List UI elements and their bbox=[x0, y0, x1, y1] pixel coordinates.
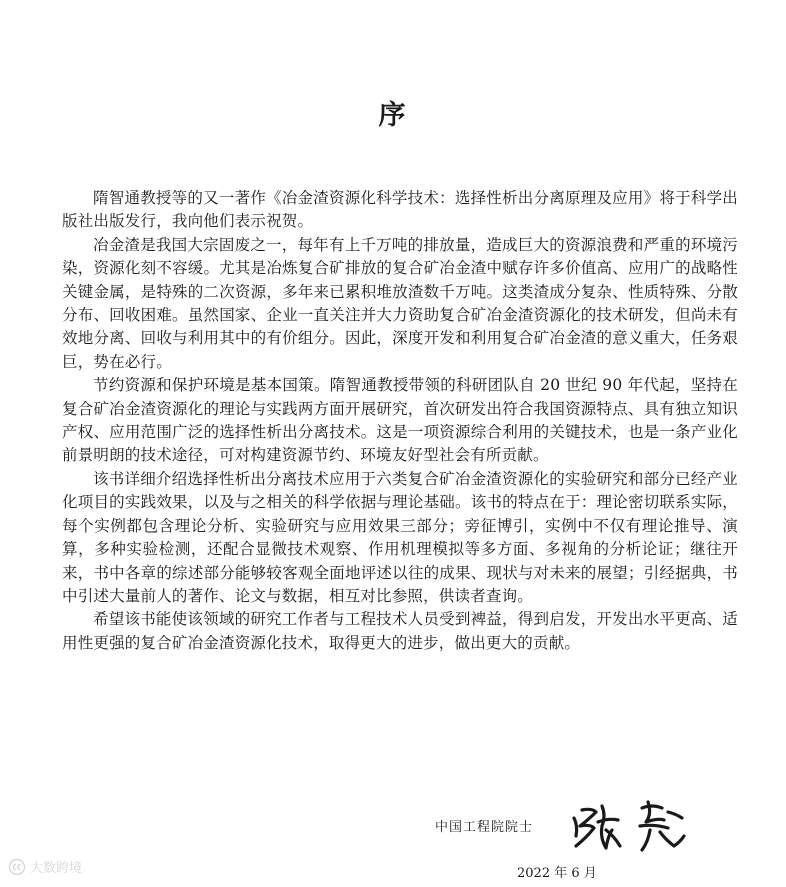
watermark-text: 大数跨境 bbox=[30, 861, 83, 876]
page-title: 序 bbox=[378, 100, 408, 131]
watermark bbox=[8, 857, 82, 876]
paragraph-4: 该书详细介绍选择性析出分离技术应用于六类复合矿冶金渣资源化的实验研究和部分已经产业化项目的实践效果，以及与之相关的科学依据与理论基础。该书的特点在于：理论密切联系实际，每个实例都包含理论分析、实验研究与应用效果三部分；旁征博引，实例中不仅有理论推导、演算，多种实验检测，还配合显微技术观察、作用机理模拟等多方面、多视角的分析论证；继往开来，书中各章的综述部分能够较客观全面地评述以往的成果、现状与对未来的展望；引经据典，书中引述大量前人的著作、论文与数据，相互对比参照，供读者查询。 bbox=[62, 469, 738, 605]
date: 2022 年 6 月 bbox=[517, 866, 597, 881]
signature-title: 中国工程院院士 bbox=[435, 820, 534, 835]
paragraph-5: 希望该书能使该领域的研究工作者与工程技术人员受到裨益，得到启发，开发出水平更高、适用性更强的复合矿冶金渣资源化技术，取得更大的进步，做出更大的贡献。 bbox=[62, 610, 738, 652]
paragraph-3: 节约资源和保护环境是基本国策。隋智通教授带领的科研团队自 20 世纪 90 年代起，坚持在复合矿冶金渣资源化的理论与实践两方面开展研究，首次研发出符合我国资源特点、具有独立知识产权、应用范围广泛的选择性析出分离技术。这是一项资源综合利用的关键技术，也是一条产业化前景明朗的技术途径，可对构建资源节约、环境友好型社会有所贡献。 bbox=[62, 376, 738, 465]
paragraph-2: 冶金渣是我国大宗固废之一，每年有上千万吨的排放量，造成巨大的资源浪费和严重的环境污染，资源化刻不容缓。尤其是冶炼复合矿排放的复合矿冶金渣中赋存许多价值高、应用广的战略性关键金属，是特殊的二次资源，多年来已累积堆放渣数千万吨。这类渣成分复杂、性质特殊、分散分布、回收困难。虽然国家、企业一直关注并大力资助复合矿冶金渣资源化的技术研发，但尚未有效地分离、回收与利用其中的有价组分。因此，深度开发和利用复合矿冶金渣的意义重大，任务艰巨，势在必行。 bbox=[62, 235, 738, 371]
paragraph-1: 隋智通教授等的又一著作《冶金渣资源化科学技术：选择性析出分离原理及应用》将于科学出版社出版发行，我向他们表示祝贺。 bbox=[62, 189, 738, 231]
preface-body bbox=[62, 187, 738, 655]
handwritten-signature bbox=[568, 796, 698, 858]
cc-logo-icon bbox=[8, 858, 26, 876]
